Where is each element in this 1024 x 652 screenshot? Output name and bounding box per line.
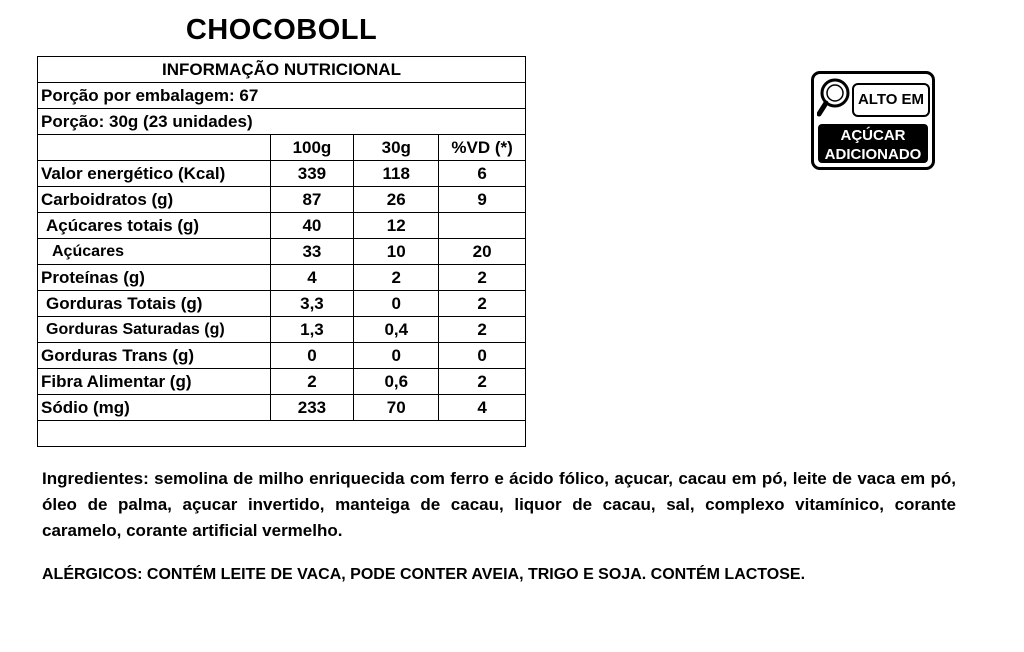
row-value-100g: 2 (270, 369, 354, 395)
table-row (38, 291, 526, 317)
table-row (38, 395, 526, 421)
table-row (38, 343, 526, 369)
column-header-30g: 30g (354, 135, 439, 161)
row-value-vd: 20 (439, 239, 526, 265)
table-row (38, 161, 526, 187)
row-value-100g: 0 (270, 343, 354, 369)
table-row (38, 239, 526, 265)
table-row (38, 317, 526, 343)
servings-row (38, 83, 526, 109)
row-value-30g: 2 (354, 265, 439, 291)
allergens-text: ALÉRGICOS: CONTÉM LEITE DE VACA, PODE CONTER AVEIA, TRIGO E SOJA. CONTÉM LACTOSE. (42, 566, 806, 583)
row-label: Valor energético (Kcal) (38, 161, 271, 187)
serving-size-row (38, 109, 526, 135)
row-value-vd: 2 (439, 291, 526, 317)
row-value-vd: 2 (439, 265, 526, 291)
servings-per-package: Porção por embalagem: 67 (38, 83, 526, 109)
row-label: Proteínas (g) (38, 265, 271, 291)
high-sugar-badge (811, 71, 935, 170)
row-value-100g: 87 (270, 187, 354, 213)
table-row (38, 369, 526, 395)
column-header-100g: 100g (270, 135, 354, 161)
row-label: Açúcares (38, 239, 271, 265)
table-footer-row (38, 421, 526, 447)
row-value-30g: 26 (354, 187, 439, 213)
row-value-100g: 40 (270, 213, 354, 239)
nutrition-table (37, 56, 526, 447)
nutrition-header: INFORMAÇÃO NUTRICIONAL (38, 57, 526, 83)
row-value-100g: 339 (270, 161, 354, 187)
ingredients-text: Ingredientes: semolina de milho enriquecida com ferro e ácido fólico, açucar, cacau em pó, leite de vaca em pó, óleo de palma, açucar invertido, manteiga de cacau, liquor de cacau, sal, complexo vitamínico, corante caramelo, corante artificial vermelho. (42, 469, 956, 540)
row-label: Açúcares totais (g) (38, 213, 271, 239)
row-value-100g: 233 (270, 395, 354, 421)
table-header-row (38, 57, 526, 83)
table-footer-empty (38, 421, 526, 447)
serving-size: Porção: 30g (23 unidades) (38, 109, 526, 135)
column-header-empty (38, 135, 271, 161)
badge-bottom-box (818, 124, 928, 163)
row-value-100g: 33 (270, 239, 354, 265)
table-row (38, 213, 526, 239)
row-value-30g: 118 (354, 161, 439, 187)
badge-bottom-line2: ADICIONADO (824, 146, 922, 163)
badge-top-label: ALTO EM (852, 83, 930, 117)
row-label: Gorduras Saturadas (g) (38, 317, 271, 343)
table-row (38, 265, 526, 291)
row-value-100g: 4 (270, 265, 354, 291)
row-value-vd: 0 (439, 343, 526, 369)
row-value-30g: 12 (354, 213, 439, 239)
row-value-vd: 9 (439, 187, 526, 213)
row-value-30g: 0,6 (354, 369, 439, 395)
row-label: Gorduras Trans (g) (38, 343, 271, 369)
product-title: CHOCOBOLL (185, 14, 378, 46)
row-value-vd: 4 (439, 395, 526, 421)
row-value-100g: 1,3 (270, 317, 354, 343)
column-header-vd: %VD (*) (439, 135, 526, 161)
row-label: Fibra Alimentar (g) (38, 369, 271, 395)
magnifier-icon (817, 76, 857, 120)
row-label: Gorduras Totais (g) (38, 291, 271, 317)
column-header-row (38, 135, 526, 161)
row-value-vd: 2 (439, 317, 526, 343)
row-value-30g: 0 (354, 343, 439, 369)
row-value-30g: 0,4 (354, 317, 439, 343)
row-value-30g: 0 (354, 291, 439, 317)
table-row (38, 187, 526, 213)
row-value-30g: 10 (354, 239, 439, 265)
row-label: Sódio (mg) (38, 395, 271, 421)
row-value-100g: 3,3 (270, 291, 354, 317)
badge-bottom-line1: AÇÚCAR (840, 127, 906, 144)
row-value-vd: 6 (439, 161, 526, 187)
row-value-vd (439, 213, 526, 239)
row-value-30g: 70 (354, 395, 439, 421)
row-value-vd: 2 (439, 369, 526, 395)
row-label: Carboidratos (g) (38, 187, 271, 213)
